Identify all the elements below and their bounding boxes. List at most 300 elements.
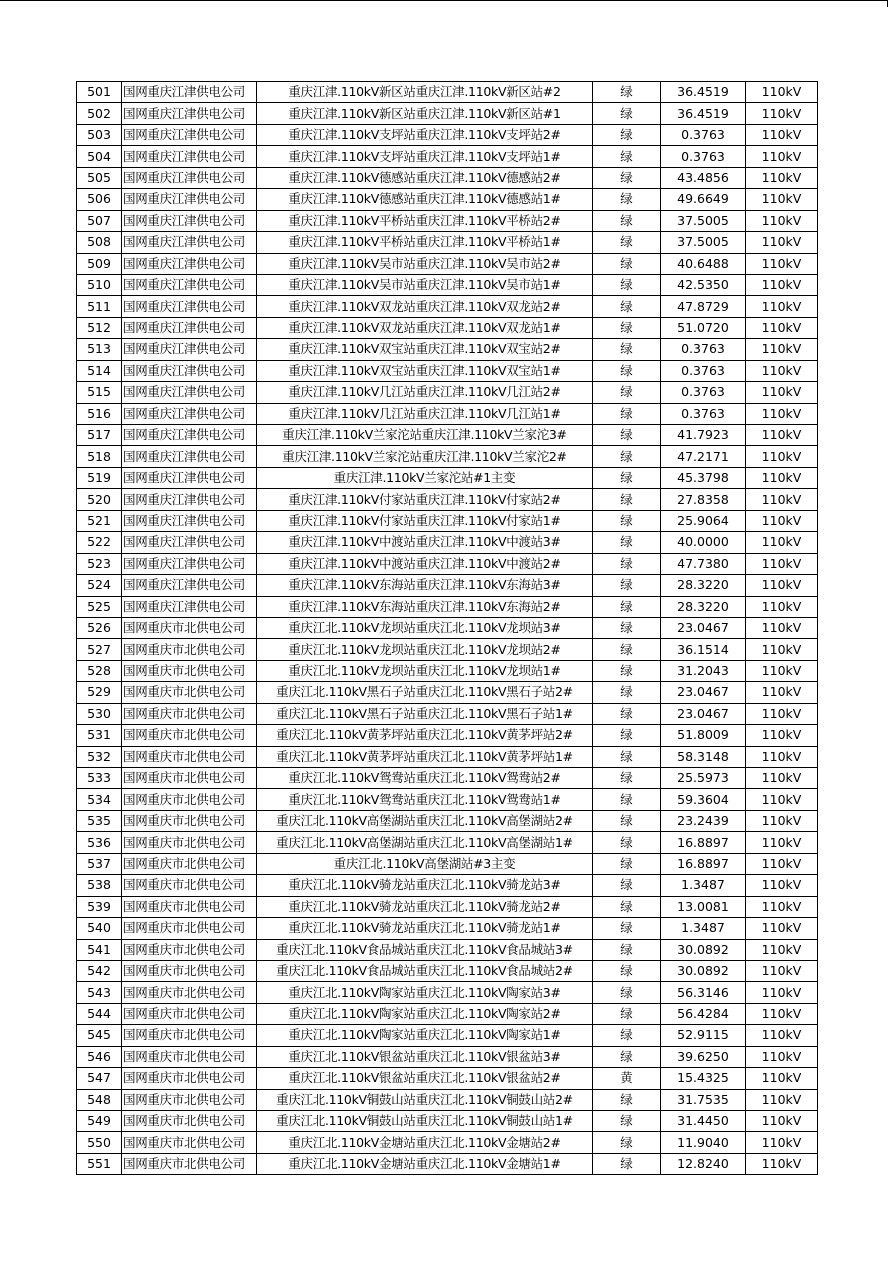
page-right-border bbox=[887, 0, 888, 7]
company-name: 国网重庆江津供电公司 bbox=[122, 575, 257, 596]
voltage-cell: 110kV bbox=[746, 810, 818, 831]
equipment-name: 重庆江北.110kV铜鼓山站重庆江北.110kV铜鼓山站2# bbox=[257, 1089, 593, 1110]
voltage-cell: 110kV bbox=[746, 832, 818, 853]
value-cell: 56.4284 bbox=[661, 1003, 746, 1024]
voltage-cell: 110kV bbox=[746, 660, 818, 681]
voltage-cell: 110kV bbox=[746, 960, 818, 981]
company-name: 国网重庆市北供电公司 bbox=[122, 1132, 257, 1153]
voltage-cell: 110kV bbox=[746, 1025, 818, 1046]
row-number: 523 bbox=[77, 553, 122, 574]
voltage-cell: 110kV bbox=[746, 167, 818, 188]
status-cell: 绿 bbox=[593, 232, 661, 253]
status-cell: 绿 bbox=[593, 682, 661, 703]
row-number: 547 bbox=[77, 1068, 122, 1089]
table-row bbox=[77, 939, 818, 960]
company-name: 国网重庆市北供电公司 bbox=[122, 725, 257, 746]
value-cell: 25.5973 bbox=[661, 768, 746, 789]
company-name: 国网重庆市北供电公司 bbox=[122, 982, 257, 1003]
equipment-name: 重庆江津.110kV吴市站重庆江津.110kV吴市站1# bbox=[257, 274, 593, 295]
voltage-cell: 110kV bbox=[746, 553, 818, 574]
equipment-name: 重庆江北.110kV高堡湖站重庆江北.110kV高堡湖站1# bbox=[257, 832, 593, 853]
row-number: 511 bbox=[77, 296, 122, 317]
value-cell: 43.4856 bbox=[661, 167, 746, 188]
table-row bbox=[77, 1111, 818, 1132]
company-name: 国网重庆市北供电公司 bbox=[122, 617, 257, 638]
status-cell: 绿 bbox=[593, 1003, 661, 1024]
row-number: 520 bbox=[77, 489, 122, 510]
voltage-cell: 110kV bbox=[746, 232, 818, 253]
status-cell: 绿 bbox=[593, 360, 661, 381]
value-cell: 0.3763 bbox=[661, 403, 746, 424]
row-number: 502 bbox=[77, 103, 122, 124]
row-number: 534 bbox=[77, 789, 122, 810]
row-number: 528 bbox=[77, 660, 122, 681]
row-number: 505 bbox=[77, 167, 122, 188]
equipment-name: 重庆江津.110kV新区站重庆江津.110kV新区站#2 bbox=[257, 82, 593, 103]
row-number: 519 bbox=[77, 467, 122, 488]
row-number: 541 bbox=[77, 939, 122, 960]
value-cell: 0.3763 bbox=[661, 124, 746, 145]
value-cell: 13.0081 bbox=[661, 896, 746, 917]
value-cell: 47.8729 bbox=[661, 296, 746, 317]
equipment-name: 重庆江北.110kV骑龙站重庆江北.110kV骑龙站1# bbox=[257, 918, 593, 939]
row-number: 550 bbox=[77, 1132, 122, 1153]
value-cell: 37.5005 bbox=[661, 210, 746, 231]
voltage-cell: 110kV bbox=[746, 339, 818, 360]
equipment-name: 重庆江北.110kV金塘站重庆江北.110kV金塘站1# bbox=[257, 1153, 593, 1174]
value-cell: 36.1514 bbox=[661, 639, 746, 660]
row-number: 516 bbox=[77, 403, 122, 424]
equipment-name: 重庆江北.110kV陶家站重庆江北.110kV陶家站1# bbox=[257, 1025, 593, 1046]
voltage-cell: 110kV bbox=[746, 703, 818, 724]
status-cell: 绿 bbox=[593, 789, 661, 810]
status-cell: 绿 bbox=[593, 210, 661, 231]
status-cell: 绿 bbox=[593, 253, 661, 274]
table-row bbox=[77, 682, 818, 703]
company-name: 国网重庆江津供电公司 bbox=[122, 382, 257, 403]
company-name: 国网重庆江津供电公司 bbox=[122, 467, 257, 488]
row-number: 507 bbox=[77, 210, 122, 231]
value-cell: 11.9040 bbox=[661, 1132, 746, 1153]
equipment-name: 重庆江津.110kV新区站重庆江津.110kV新区站#1 bbox=[257, 103, 593, 124]
company-name: 国网重庆江津供电公司 bbox=[122, 189, 257, 210]
table-row bbox=[77, 1089, 818, 1110]
voltage-cell: 110kV bbox=[746, 82, 818, 103]
value-cell: 58.3148 bbox=[661, 746, 746, 767]
status-cell: 绿 bbox=[593, 960, 661, 981]
table-row bbox=[77, 274, 818, 295]
voltage-cell: 110kV bbox=[746, 875, 818, 896]
status-cell: 绿 bbox=[593, 725, 661, 746]
value-cell: 45.3798 bbox=[661, 467, 746, 488]
status-cell: 绿 bbox=[593, 489, 661, 510]
voltage-cell: 110kV bbox=[746, 768, 818, 789]
company-name: 国网重庆江津供电公司 bbox=[122, 124, 257, 145]
voltage-cell: 110kV bbox=[746, 296, 818, 317]
status-cell: 绿 bbox=[593, 1153, 661, 1174]
table-row bbox=[77, 360, 818, 381]
value-cell: 0.3763 bbox=[661, 339, 746, 360]
voltage-cell: 110kV bbox=[746, 210, 818, 231]
row-number: 508 bbox=[77, 232, 122, 253]
row-number: 517 bbox=[77, 425, 122, 446]
status-cell: 绿 bbox=[593, 1089, 661, 1110]
row-number: 545 bbox=[77, 1025, 122, 1046]
row-number: 530 bbox=[77, 703, 122, 724]
equipment-name: 重庆江津.110kV平桥站重庆江津.110kV平桥站2# bbox=[257, 210, 593, 231]
company-name: 国网重庆江津供电公司 bbox=[122, 274, 257, 295]
row-number: 548 bbox=[77, 1089, 122, 1110]
equipment-name: 重庆江北.110kV黄茅坪站重庆江北.110kV黄茅坪站1# bbox=[257, 746, 593, 767]
equipment-name: 重庆江津.110kV双龙站重庆江津.110kV双龙站1# bbox=[257, 317, 593, 338]
company-name: 国网重庆江津供电公司 bbox=[122, 103, 257, 124]
equipment-name: 重庆江北.110kV陶家站重庆江北.110kV陶家站2# bbox=[257, 1003, 593, 1024]
equipment-name: 重庆江津.110kV兰家沱站重庆江津.110kV兰家沱3# bbox=[257, 425, 593, 446]
voltage-cell: 110kV bbox=[746, 317, 818, 338]
value-cell: 27.8358 bbox=[661, 489, 746, 510]
row-number: 539 bbox=[77, 896, 122, 917]
company-name: 国网重庆市北供电公司 bbox=[122, 1089, 257, 1110]
value-cell: 51.8009 bbox=[661, 725, 746, 746]
table-row bbox=[77, 746, 818, 767]
company-name: 国网重庆江津供电公司 bbox=[122, 425, 257, 446]
table-row bbox=[77, 896, 818, 917]
table-row bbox=[77, 1132, 818, 1153]
row-number: 531 bbox=[77, 725, 122, 746]
equipment-name: 重庆江北.110kV银盆站重庆江北.110kV银盆站2# bbox=[257, 1068, 593, 1089]
voltage-cell: 110kV bbox=[746, 746, 818, 767]
table-row bbox=[77, 725, 818, 746]
status-cell: 绿 bbox=[593, 918, 661, 939]
voltage-cell: 110kV bbox=[746, 682, 818, 703]
equipment-name: 重庆江北.110kV骑龙站重庆江北.110kV骑龙站3# bbox=[257, 875, 593, 896]
voltage-cell: 110kV bbox=[746, 489, 818, 510]
row-number: 544 bbox=[77, 1003, 122, 1024]
status-cell: 绿 bbox=[593, 1132, 661, 1153]
table-row bbox=[77, 789, 818, 810]
voltage-cell: 110kV bbox=[746, 853, 818, 874]
equipment-name: 重庆江北.110kV黑石子站重庆江北.110kV黑石子站1# bbox=[257, 703, 593, 724]
status-cell: 绿 bbox=[593, 810, 661, 831]
value-cell: 23.0467 bbox=[661, 682, 746, 703]
company-name: 国网重庆市北供电公司 bbox=[122, 1111, 257, 1132]
row-number: 527 bbox=[77, 639, 122, 660]
table-row bbox=[77, 339, 818, 360]
table-row bbox=[77, 467, 818, 488]
company-name: 国网重庆市北供电公司 bbox=[122, 832, 257, 853]
company-name: 国网重庆江津供电公司 bbox=[122, 339, 257, 360]
voltage-cell: 110kV bbox=[746, 575, 818, 596]
value-cell: 37.5005 bbox=[661, 232, 746, 253]
voltage-cell: 110kV bbox=[746, 510, 818, 531]
voltage-cell: 110kV bbox=[746, 896, 818, 917]
voltage-cell: 110kV bbox=[746, 939, 818, 960]
equipment-name: 重庆江津.110kV几江站重庆江津.110kV几江站2# bbox=[257, 382, 593, 403]
company-name: 国网重庆市北供电公司 bbox=[122, 918, 257, 939]
status-cell: 绿 bbox=[593, 596, 661, 617]
row-number: 504 bbox=[77, 146, 122, 167]
row-number: 543 bbox=[77, 982, 122, 1003]
table-row bbox=[77, 210, 818, 231]
table-row bbox=[77, 575, 818, 596]
value-cell: 28.3220 bbox=[661, 596, 746, 617]
company-name: 国网重庆市北供电公司 bbox=[122, 768, 257, 789]
value-cell: 23.0467 bbox=[661, 703, 746, 724]
equipment-name: 重庆江北.110kV陶家站重庆江北.110kV陶家站3# bbox=[257, 982, 593, 1003]
equipment-name: 重庆江津.110kV支坪站重庆江津.110kV支坪站1# bbox=[257, 146, 593, 167]
equipment-name: 重庆江北.110kV黑石子站重庆江北.110kV黑石子站2# bbox=[257, 682, 593, 703]
status-cell: 绿 bbox=[593, 553, 661, 574]
equipment-name: 重庆江津.110kV东海站重庆江津.110kV东海站3# bbox=[257, 575, 593, 596]
equipment-name: 重庆江北.110kV食品城站重庆江北.110kV食品城站3# bbox=[257, 939, 593, 960]
equipment-name: 重庆江北.110kV龙坝站重庆江北.110kV龙坝站1# bbox=[257, 660, 593, 681]
voltage-cell: 110kV bbox=[746, 274, 818, 295]
table-row bbox=[77, 425, 818, 446]
row-number: 513 bbox=[77, 339, 122, 360]
table-row bbox=[77, 960, 818, 981]
value-cell: 30.0892 bbox=[661, 939, 746, 960]
company-name: 国网重庆江津供电公司 bbox=[122, 317, 257, 338]
status-cell: 绿 bbox=[593, 1111, 661, 1132]
voltage-cell: 110kV bbox=[746, 425, 818, 446]
status-cell: 绿 bbox=[593, 146, 661, 167]
table-row bbox=[77, 296, 818, 317]
company-name: 国网重庆江津供电公司 bbox=[122, 232, 257, 253]
voltage-cell: 110kV bbox=[746, 1132, 818, 1153]
status-cell: 绿 bbox=[593, 982, 661, 1003]
row-number: 503 bbox=[77, 124, 122, 145]
status-cell: 绿 bbox=[593, 296, 661, 317]
equipment-name: 重庆江北.110kV龙坝站重庆江北.110kV龙坝站3# bbox=[257, 617, 593, 638]
voltage-cell: 110kV bbox=[746, 1089, 818, 1110]
voltage-cell: 110kV bbox=[746, 596, 818, 617]
voltage-cell: 110kV bbox=[746, 253, 818, 274]
table-row bbox=[77, 103, 818, 124]
table-row bbox=[77, 1068, 818, 1089]
value-cell: 40.6488 bbox=[661, 253, 746, 274]
row-number: 521 bbox=[77, 510, 122, 531]
table-row bbox=[77, 1153, 818, 1174]
status-cell: 绿 bbox=[593, 532, 661, 553]
voltage-cell: 110kV bbox=[746, 1153, 818, 1174]
equipment-name: 重庆江北.110kV金塘站重庆江北.110kV金塘站2# bbox=[257, 1132, 593, 1153]
table-row bbox=[77, 317, 818, 338]
row-number: 540 bbox=[77, 918, 122, 939]
voltage-cell: 110kV bbox=[746, 403, 818, 424]
company-name: 国网重庆江津供电公司 bbox=[122, 489, 257, 510]
table-row bbox=[77, 553, 818, 574]
value-cell: 0.3763 bbox=[661, 360, 746, 381]
voltage-cell: 110kV bbox=[746, 918, 818, 939]
status-cell: 绿 bbox=[593, 1025, 661, 1046]
value-cell: 42.5350 bbox=[661, 274, 746, 295]
table-row bbox=[77, 532, 818, 553]
status-cell: 绿 bbox=[593, 467, 661, 488]
equipment-name: 重庆江津.110kV双宝站重庆江津.110kV双宝站2# bbox=[257, 339, 593, 360]
company-name: 国网重庆江津供电公司 bbox=[122, 296, 257, 317]
status-cell: 绿 bbox=[593, 875, 661, 896]
table-row bbox=[77, 253, 818, 274]
company-name: 国网重庆江津供电公司 bbox=[122, 167, 257, 188]
row-number: 522 bbox=[77, 532, 122, 553]
value-cell: 47.2171 bbox=[661, 446, 746, 467]
value-cell: 16.8897 bbox=[661, 853, 746, 874]
voltage-cell: 110kV bbox=[746, 467, 818, 488]
table-row bbox=[77, 382, 818, 403]
table-row bbox=[77, 446, 818, 467]
table-row bbox=[77, 1025, 818, 1046]
row-number: 532 bbox=[77, 746, 122, 767]
company-name: 国网重庆江津供电公司 bbox=[122, 210, 257, 231]
value-cell: 36.4519 bbox=[661, 82, 746, 103]
status-cell: 绿 bbox=[593, 510, 661, 531]
company-name: 国网重庆市北供电公司 bbox=[122, 789, 257, 810]
company-name: 国网重庆市北供电公司 bbox=[122, 746, 257, 767]
value-cell: 56.3146 bbox=[661, 982, 746, 1003]
value-cell: 40.0000 bbox=[661, 532, 746, 553]
equipment-name: 重庆江津.110kV双龙站重庆江津.110kV双龙站2# bbox=[257, 296, 593, 317]
company-name: 国网重庆江津供电公司 bbox=[122, 82, 257, 103]
company-name: 国网重庆江津供电公司 bbox=[122, 253, 257, 274]
status-cell: 绿 bbox=[593, 1046, 661, 1067]
equipment-name: 重庆江北.110kV铜鼓山站重庆江北.110kV铜鼓山站1# bbox=[257, 1111, 593, 1132]
row-number: 515 bbox=[77, 382, 122, 403]
equipment-name: 重庆江津.110kV兰家沱站重庆江津.110kV兰家沱2# bbox=[257, 446, 593, 467]
row-number: 533 bbox=[77, 768, 122, 789]
company-name: 国网重庆江津供电公司 bbox=[122, 553, 257, 574]
value-cell: 30.0892 bbox=[661, 960, 746, 981]
row-number: 509 bbox=[77, 253, 122, 274]
voltage-cell: 110kV bbox=[746, 446, 818, 467]
company-name: 国网重庆江津供电公司 bbox=[122, 596, 257, 617]
table-row bbox=[77, 489, 818, 510]
value-cell: 16.8897 bbox=[661, 832, 746, 853]
table-row bbox=[77, 596, 818, 617]
row-number: 535 bbox=[77, 810, 122, 831]
table-row bbox=[77, 232, 818, 253]
voltage-cell: 110kV bbox=[746, 382, 818, 403]
equipment-name: 重庆江北.110kV鸳鸯站重庆江北.110kV鸳鸯站1# bbox=[257, 789, 593, 810]
equipment-name: 重庆江津.110kV中渡站重庆江津.110kV中渡站3# bbox=[257, 532, 593, 553]
table-row bbox=[77, 853, 818, 874]
status-cell: 绿 bbox=[593, 746, 661, 767]
table-row bbox=[77, 167, 818, 188]
status-cell: 绿 bbox=[593, 768, 661, 789]
equipment-name: 重庆江津.110kV平桥站重庆江津.110kV平桥站1# bbox=[257, 232, 593, 253]
equipment-name: 重庆江津.110kV支坪站重庆江津.110kV支坪站2# bbox=[257, 124, 593, 145]
company-name: 国网重庆江津供电公司 bbox=[122, 360, 257, 381]
voltage-cell: 110kV bbox=[746, 1068, 818, 1089]
value-cell: 23.2439 bbox=[661, 810, 746, 831]
company-name: 国网重庆江津供电公司 bbox=[122, 446, 257, 467]
status-cell: 绿 bbox=[593, 939, 661, 960]
voltage-cell: 110kV bbox=[746, 532, 818, 553]
value-cell: 31.2043 bbox=[661, 660, 746, 681]
value-cell: 31.4450 bbox=[661, 1111, 746, 1132]
value-cell: 41.7923 bbox=[661, 425, 746, 446]
voltage-cell: 110kV bbox=[746, 103, 818, 124]
table-row bbox=[77, 1003, 818, 1024]
voltage-cell: 110kV bbox=[746, 789, 818, 810]
value-cell: 31.7535 bbox=[661, 1089, 746, 1110]
company-name: 国网重庆市北供电公司 bbox=[122, 853, 257, 874]
voltage-cell: 110kV bbox=[746, 1003, 818, 1024]
company-name: 国网重庆江津供电公司 bbox=[122, 532, 257, 553]
equipment-name: 重庆江北.110kV龙坝站重庆江北.110kV龙坝站2# bbox=[257, 639, 593, 660]
equipment-name: 重庆江北.110kV食品城站重庆江北.110kV食品城站2# bbox=[257, 960, 593, 981]
status-cell: 绿 bbox=[593, 425, 661, 446]
equipment-name: 重庆江北.110kV高堡湖站#3主变 bbox=[257, 853, 593, 874]
voltage-cell: 110kV bbox=[746, 189, 818, 210]
equipment-name: 重庆江北.110kV黄茅坪站重庆江北.110kV黄茅坪站2# bbox=[257, 725, 593, 746]
voltage-cell: 110kV bbox=[746, 982, 818, 1003]
company-name: 国网重庆江津供电公司 bbox=[122, 510, 257, 531]
equipment-name: 重庆江津.110kV东海站重庆江津.110kV东海站2# bbox=[257, 596, 593, 617]
table-row bbox=[77, 82, 818, 103]
equipment-name: 重庆江津.110kV吴市站重庆江津.110kV吴市站2# bbox=[257, 253, 593, 274]
voltage-cell: 110kV bbox=[746, 725, 818, 746]
status-cell: 绿 bbox=[593, 853, 661, 874]
company-name: 国网重庆市北供电公司 bbox=[122, 703, 257, 724]
row-number: 518 bbox=[77, 446, 122, 467]
company-name: 国网重庆市北供电公司 bbox=[122, 1046, 257, 1067]
row-number: 529 bbox=[77, 682, 122, 703]
row-number: 551 bbox=[77, 1153, 122, 1174]
status-cell: 绿 bbox=[593, 403, 661, 424]
equipment-name: 重庆江北.110kV银盆站重庆江北.110kV银盆站3# bbox=[257, 1046, 593, 1067]
row-number: 524 bbox=[77, 575, 122, 596]
equipment-name: 重庆江津.110kV双宝站重庆江津.110kV双宝站1# bbox=[257, 360, 593, 381]
table-row bbox=[77, 617, 818, 638]
row-number: 536 bbox=[77, 832, 122, 853]
table-row bbox=[77, 703, 818, 724]
company-name: 国网重庆市北供电公司 bbox=[122, 939, 257, 960]
value-cell: 47.7380 bbox=[661, 553, 746, 574]
equipment-name: 重庆江津.110kV兰家沱站#1主变 bbox=[257, 467, 593, 488]
voltage-cell: 110kV bbox=[746, 639, 818, 660]
value-cell: 25.9064 bbox=[661, 510, 746, 531]
row-number: 506 bbox=[77, 189, 122, 210]
value-cell: 59.3604 bbox=[661, 789, 746, 810]
voltage-cell: 110kV bbox=[746, 360, 818, 381]
voltage-cell: 110kV bbox=[746, 146, 818, 167]
page-top-border bbox=[0, 0, 887, 1]
table-row bbox=[77, 832, 818, 853]
equipment-name: 重庆江津.110kV德感站重庆江津.110kV德感站1# bbox=[257, 189, 593, 210]
table-row bbox=[77, 146, 818, 167]
voltage-cell: 110kV bbox=[746, 617, 818, 638]
voltage-cell: 110kV bbox=[746, 1046, 818, 1067]
status-cell: 绿 bbox=[593, 575, 661, 596]
value-cell: 39.6250 bbox=[661, 1046, 746, 1067]
voltage-cell: 110kV bbox=[746, 124, 818, 145]
company-name: 国网重庆市北供电公司 bbox=[122, 896, 257, 917]
value-cell: 1.3487 bbox=[661, 918, 746, 939]
status-cell: 绿 bbox=[593, 82, 661, 103]
row-number: 501 bbox=[77, 82, 122, 103]
table-row bbox=[77, 875, 818, 896]
company-name: 国网重庆市北供电公司 bbox=[122, 1153, 257, 1174]
value-cell: 23.0467 bbox=[661, 617, 746, 638]
row-number: 542 bbox=[77, 960, 122, 981]
company-name: 国网重庆市北供电公司 bbox=[122, 639, 257, 660]
company-name: 国网重庆市北供电公司 bbox=[122, 1003, 257, 1024]
status-cell: 绿 bbox=[593, 317, 661, 338]
company-name: 国网重庆市北供电公司 bbox=[122, 960, 257, 981]
row-number: 512 bbox=[77, 317, 122, 338]
table-row bbox=[77, 660, 818, 681]
status-cell: 绿 bbox=[593, 617, 661, 638]
